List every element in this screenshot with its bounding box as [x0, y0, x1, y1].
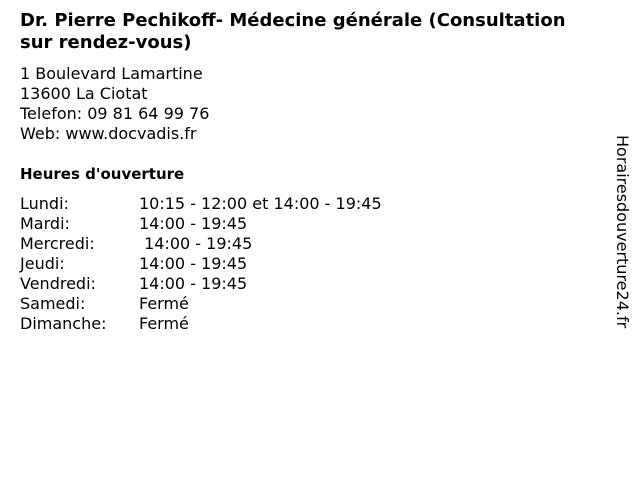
- address-street: 1 Boulevard Lamartine: [20, 64, 203, 83]
- opening-hours-table: [20, 194, 382, 334]
- hours-time: 10:15 - 12:00 et 14:00 - 19:45: [139, 194, 382, 213]
- hours-time: 14:00 - 19:45: [139, 274, 248, 293]
- website: Web: www.docvadis.fr: [20, 124, 197, 143]
- hours-row-tuesday: [20, 214, 382, 234]
- hours-time: Fermé: [139, 294, 189, 313]
- hours-day: Mardi:: [20, 214, 70, 233]
- address-block: [20, 64, 209, 144]
- hours-time: 14:00 - 19:45: [139, 254, 248, 273]
- hours-day: Samedi:: [20, 294, 86, 313]
- hours-row-sunday: [20, 314, 382, 334]
- site-watermark: Horairesdouverture24.fr: [613, 135, 632, 329]
- hours-day: Jeudi:: [20, 254, 65, 273]
- hours-row-wednesday: [20, 234, 382, 254]
- hours-row-saturday: [20, 294, 382, 314]
- address-city: 13600 La Ciotat: [20, 84, 148, 103]
- page-title: Dr. Pierre Pechikoff- Médecine générale (Consultation sur rendez-vous): [20, 10, 566, 53]
- hours-row-thursday: [20, 254, 382, 274]
- hours-time: Fermé: [139, 314, 189, 333]
- hours-row-friday: [20, 274, 382, 294]
- hours-time: 14:00 - 19:45: [139, 214, 248, 233]
- hours-time: 14:00 - 19:45: [139, 234, 253, 253]
- hours-day: Lundi:: [20, 194, 69, 213]
- opening-hours-heading: Heures d'ouverture: [20, 165, 185, 183]
- hours-row-monday: [20, 194, 382, 214]
- hours-day: Mercredi:: [20, 234, 95, 253]
- hours-day: Dimanche:: [20, 314, 107, 333]
- hours-day: Vendredi:: [20, 274, 96, 293]
- phone-number: Telefon: 09 81 64 99 76: [20, 104, 210, 123]
